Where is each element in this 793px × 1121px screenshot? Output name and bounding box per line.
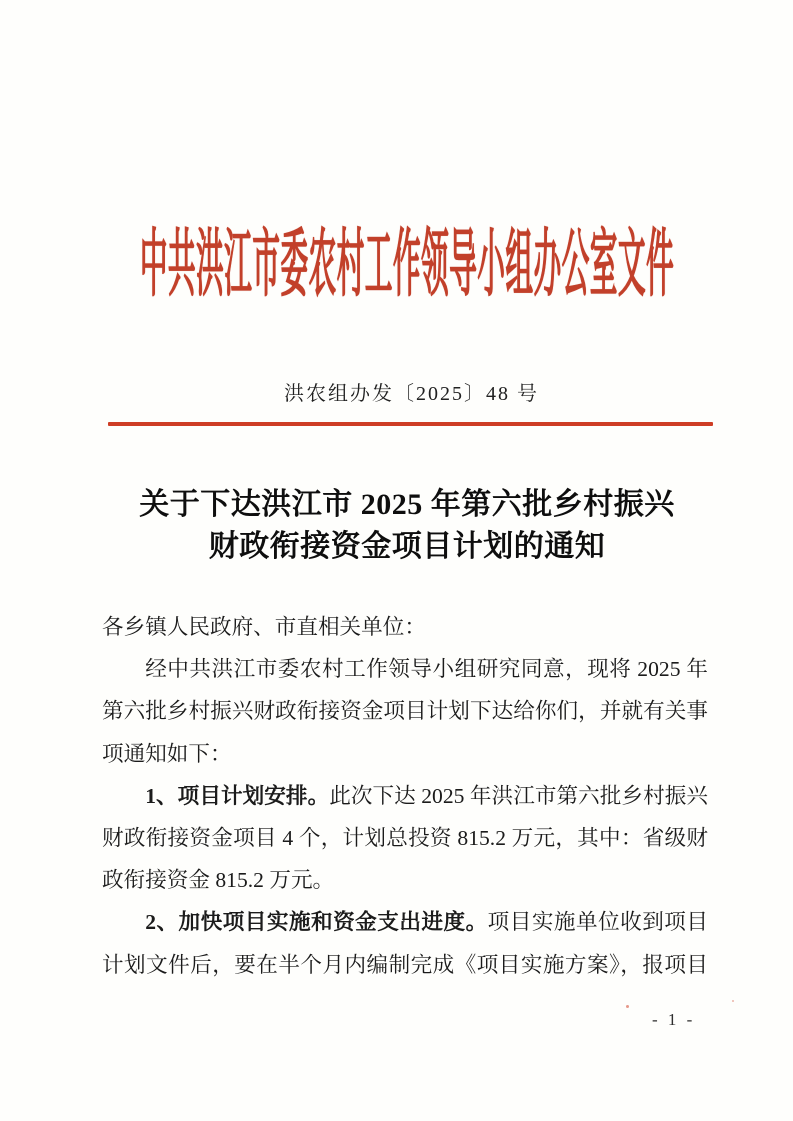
para2-line2: 财政衔接资金项目 4 个，计划总投资 815.2 万元，其中：省级财 xyxy=(102,825,708,850)
para2-line1 xyxy=(102,775,708,817)
document-title-line-2: 财政衔接资金项目计划的通知 xyxy=(208,530,606,563)
document-title-line-1: 关于下达洪江市 2025 年第六批乡村振兴 xyxy=(139,488,675,521)
para1-line3: 项通知如下： xyxy=(102,741,232,766)
red-separator-line xyxy=(108,422,713,426)
scan-speck xyxy=(626,1005,629,1008)
para2-line3: 政衔接资金 815.2 万元。 xyxy=(102,868,335,893)
para1-line1: 经中共洪江市委农村工作领导小组研究同意，现将 2025 年 xyxy=(145,657,708,682)
para1-line2: 第六批乡村振兴财政衔接资金项目计划下达给你们，并就有关事 xyxy=(102,699,708,724)
document-body xyxy=(102,606,708,986)
document-title xyxy=(104,484,710,568)
page-number: - 1 - xyxy=(652,1010,696,1029)
para3-line1-rest: 项目实施单位收到项目 xyxy=(487,910,708,935)
para2-bold-lead: 1、项目计划安排。 xyxy=(145,783,330,808)
red-header-banner: 中共洪江市委农村工作领导小组办公室文件 xyxy=(139,224,675,306)
document-number: 洪农组办发〔2025〕48 号 xyxy=(284,383,539,405)
para3-bold-lead: 2、加快项目实施和资金支出进度。 xyxy=(145,910,488,935)
para2-line1-rest: 此次下达 2025 年洪江市第六批乡村振兴 xyxy=(329,783,708,808)
para3-line2: 计划文件后，要在半个月内编制完成《项目实施方案》，报项目 xyxy=(102,952,708,977)
para3-line1 xyxy=(102,901,708,943)
scan-speck xyxy=(732,1000,734,1002)
salutation-line: 各乡镇人民政府、市直相关单位： xyxy=(102,615,426,639)
